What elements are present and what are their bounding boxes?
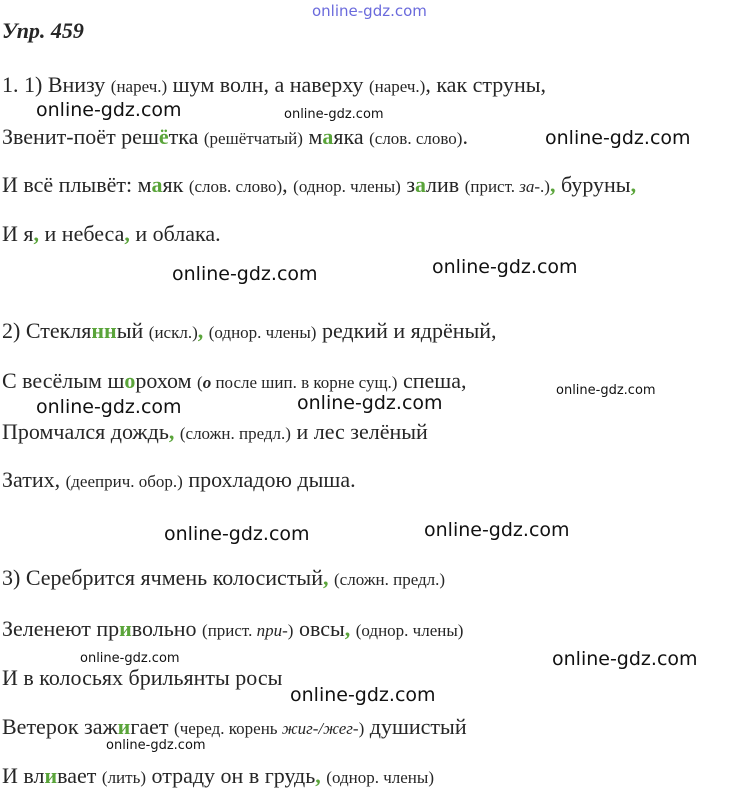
poem-line-5: 2) Стеклянный (искл.), (однор. члены) редкий и ядрёный, [2,318,497,343]
poem-line-6: С весёлым шорохом (о после шип. в корне сущ.) спеша, [2,368,467,393]
watermark: online-gdz.com [284,107,384,122]
watermark: online-gdz.com [36,99,182,121]
watermark: online-gdz.com [432,256,578,278]
watermark: online-gdz.com [297,392,443,414]
exercise-title: Упр. 459 [2,18,84,43]
watermark: online-gdz.com [106,738,206,753]
watermark: online-gdz.com [424,519,570,541]
watermark: online-gdz.com [545,127,691,149]
watermark: online-gdz.com [556,383,656,398]
poem-line-11: И в колосьях брильянты росы [2,665,283,690]
watermark: online-gdz.com [164,523,310,545]
watermark-top: online-gdz.com [312,2,427,20]
poem-line-2: Звенит-поёт решётка (решётчатый) маяка (слов. слово). [2,124,468,149]
poem-line-10: Зеленеют привольно (прист. при-) овсы, (однор. члены) [2,616,464,641]
poem-line-4: И я, и небеса, и облака. [2,221,221,246]
poem-line-9: 3) Серебрится ячмень колосистый, (сложн. предл.) [2,565,446,590]
poem-line-8: Затих, (дееприч. обор.) прохладою дыша. [2,467,356,492]
poem-line-12: Ветерок зажигает (черед. корень жиг-/жег-) душистый [2,714,467,739]
poem-line-13: И вливает (лить) отраду он в грудь, (однор. члены) [2,763,434,788]
watermark: online-gdz.com [80,651,180,666]
watermark: online-gdz.com [290,684,436,706]
poem-line-3: И всё плывёт: маяк (слов. слово), (однор. члены) залив (прист. за-.), буруны, [2,172,637,197]
watermark: online-gdz.com [172,263,318,285]
poem-line-1: 1. 1) Внизу (нареч.) шум волн, а наверху (нареч.), как струны, [2,72,547,97]
watermark: online-gdz.com [552,648,698,670]
poem-line-7: Промчался дождь, (сложн. предл.) и лес зелёный [2,419,428,444]
watermark: online-gdz.com [36,396,182,418]
